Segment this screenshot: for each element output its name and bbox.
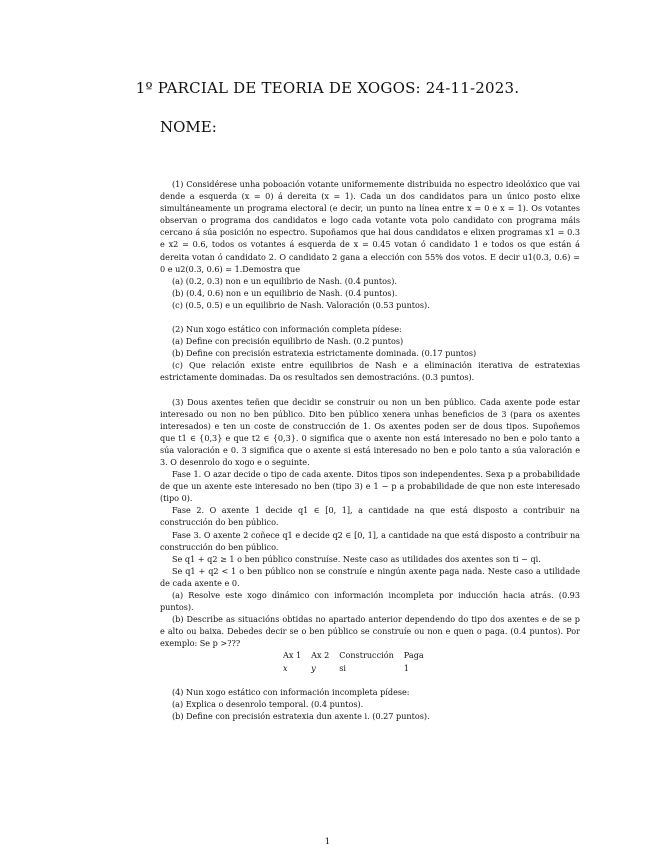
table-header-row (283, 649, 434, 661)
table-header: Ax 2 (311, 650, 330, 661)
question-4-b: (b) Define con precisión estratexia dun axente i. (0.27 puntos). (172, 710, 430, 721)
question-4-intro: (4) Nun xogo estático con información incompleta pídese: (172, 686, 410, 697)
question-2-b: (b) Define con precisión estratexia estrictamente dominada. (0.17 puntos) (172, 348, 477, 359)
question-3-condition-1: Se q1 + q2 ≥ 1 o ben público construíse. Neste caso as utilidades dos axentes son ti − qi. (172, 553, 541, 564)
question-3-condition-2: Se q1 + q2 < 1 o ben público non se construíe e ningún axente paga nada. Neste caso a utilidade de cada axente e 0. (160, 565, 580, 588)
table-cell: si (339, 662, 347, 673)
table-row (283, 662, 434, 674)
table-header: Ax 1 (283, 650, 302, 661)
question-3-fase-3: Fase 3. O axente 2 coñece q1 e decide q2 ∈ [0, 1], a cantidade na que está disposto a contribuir na construcción do ben público. (160, 529, 580, 552)
question-1-text: (1) Considérese unha poboación votante uniformemente distribuida no espectro ideolóxico que vai dende a esquerda (x = 0) á dereita (x = 1). Cada un dos candidatos para un único posto elixe simultáneamente un programa electoral (e decir, un punto na línea entre x = 0 e x = 1). Os votantes observan o programa dos candidatos e logo cada votante vota polo candidato con programa máis cercano á súa posición no espectro. Supoñamos que hai dous candidatos e elixen programas x1 = 0.3 e x2 = 0.6, todos os votantes á esquerda de x = 0.45 votan ó candidato 1 e todos os que están á dereita votan ó candidato 2. O candidato 2 gana a elección con 55% dos votos. E decir u1(0.3, 0.6) = 0 e u2(0.3, 0.6) = 1.Demostra que (160, 179, 580, 274)
question-4-a: (a) Explica o desenrolo temporal. (0.4 puntos). (172, 698, 364, 709)
table-header: Paga (403, 650, 424, 661)
table-cell: x (283, 662, 288, 673)
question-2-c: (c) Que relación existe entre equilibrios de Nash e a eliminación iterativa de estratexias estrictamente dominadas. Da os resultados sen demostracións. (0.3 puntos). (160, 360, 580, 383)
exam-title: 1º PARCIAL DE TEORIA DE XOGOS: 24-11-2023. (135, 79, 520, 97)
question-3-fase-1: Fase 1. O azar decide o tipo de cada axente. Ditos tipos son independentes. Sexa p a probabilidade de que un axente este interesado no ben (tipo 3) e 1 − p a probabilidade de que non este interesado (tipo 0). (160, 469, 580, 504)
table-header: Construcción (339, 650, 394, 661)
question-2-intro: (2) Nun xogo estático con información completa pídese: (172, 324, 402, 335)
question-2-a: (a) Define con precisión equilibrio de Nash. (0.2 puntos) (172, 336, 404, 347)
question-3-fase-2: Fase 2. O axente 1 decide q1 ∈ [0, 1], a cantidade na que está disposto a contribuir na construcción do ben público. (160, 505, 580, 528)
question-3-b: (b) Describe as situacións obtidas no apartado anterior dependendo do tipo dos axentes e de se p e alto ou baixa. Debedes decir se o ben público se construíe ou non e quen o paga. (0.4 puntos). Por exemplo: Se p >??? (160, 614, 580, 649)
question-1-a: (a) (0.2, 0.3) non e un equilibrio de Nash. (0.4 puntos). (172, 275, 397, 286)
table-cell: y (311, 662, 316, 673)
page-number: 1 (324, 837, 331, 847)
question-3-a: (a) Resolve este xogo dinámico con información incompleta por inducción hacia atrás. (0.93 puntos). (160, 590, 580, 613)
question-3-intro: (3) Dous axentes teñen que decidir se construir ou non un ben público. Cada axente pode estar interesado ou non no ben público. Dito ben público xenera unhas beneficios de 3 (para os axentes interesados) e ten un coste de construcción de 1. Os axentes poden ser de dous tipos. Supoñemos que t1 ∈ {0,3} e que t2 ∈ {0,3}. 0 significa que o axente non está interesado no ben e polo tanto a súa valoración e 0. 3 significa que o axente si está interesado no ben e polo tanto a súa valoración e 3. O desenrolo do xogo e o seguinte. (160, 396, 580, 467)
example-table (283, 649, 434, 673)
name-label: NOME: (160, 118, 217, 136)
table-cell: 1 (403, 662, 409, 673)
question-1-b: (b) (0.4, 0.6) non e un equilibrio de Nash. (0.4 puntos). (172, 287, 398, 298)
exam-body (160, 178, 580, 722)
question-1-c: (c) (0.5, 0.5) e un equilibrio de Nash. Valoración (0.53 puntos). (172, 299, 430, 310)
